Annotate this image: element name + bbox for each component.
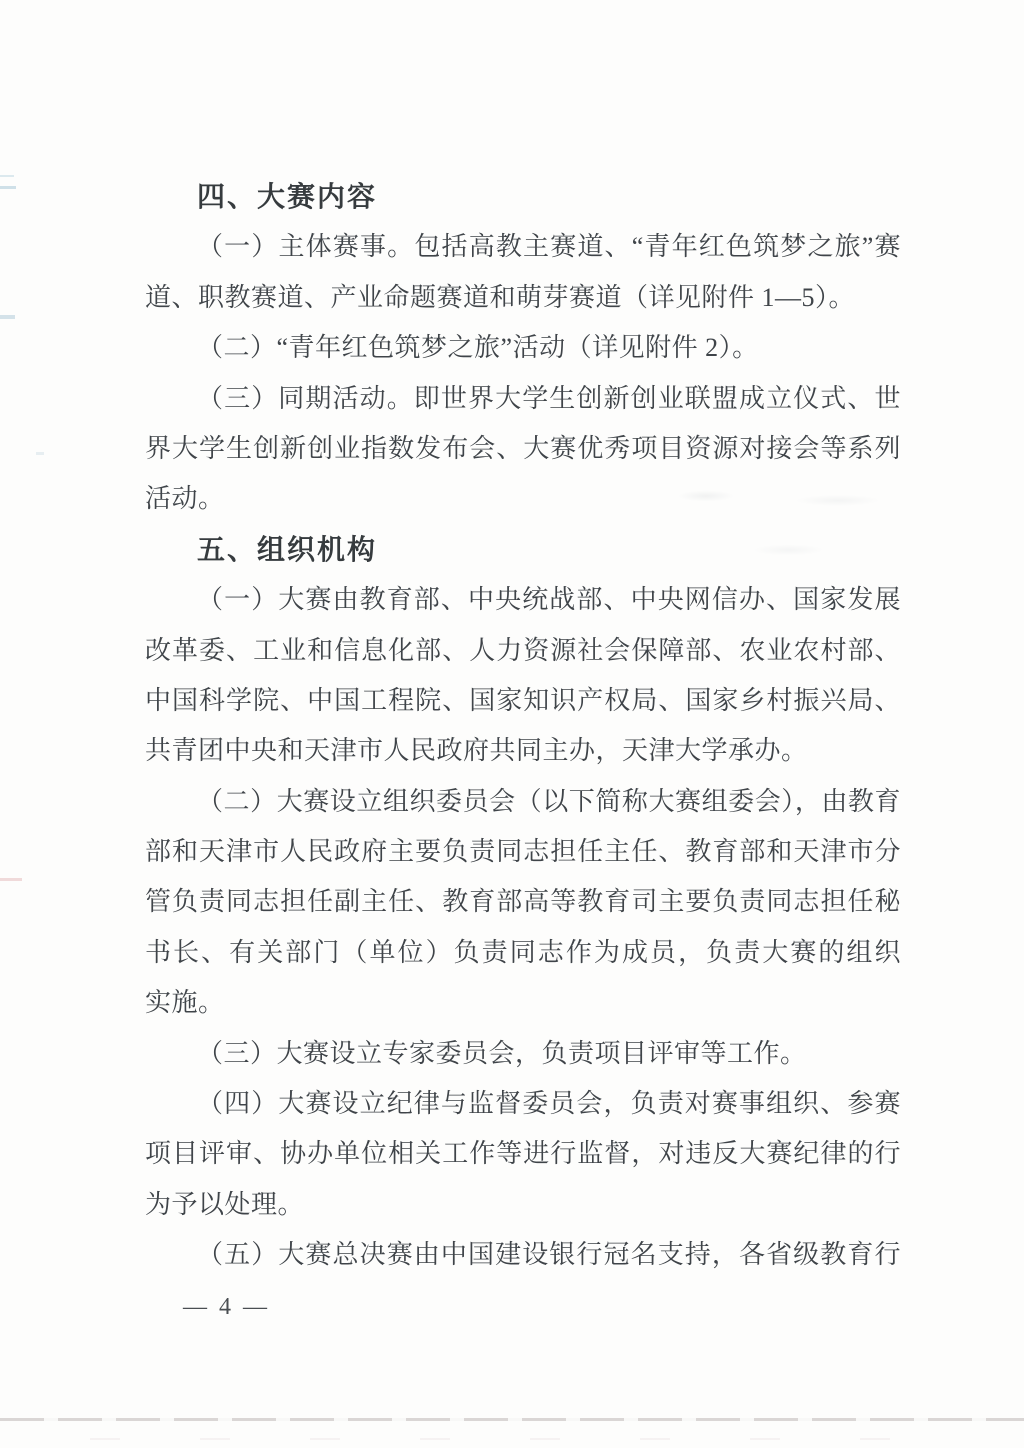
scan-artifact-line — [0, 186, 16, 189]
scan-artifact-line — [0, 175, 14, 177]
scan-artifact-line — [0, 315, 15, 319]
text-line: 共青团中央和天津市人民政府共同主办，天津大学承办。 — [145, 736, 808, 766]
text-line: 四、大赛内容 — [197, 181, 378, 212]
page-number: — 4 — — [183, 1294, 270, 1320]
text-line: （三）同期活动。即世界大学生创新创业联盟成立仪式、世 — [197, 383, 901, 413]
text-line: 为予以处理。 — [145, 1189, 305, 1219]
document-body — [145, 172, 901, 1281]
text-line: 实施。 — [145, 988, 225, 1018]
text-line: （一）大赛由教育部、中央统战部、中央网信办、国家发展 — [197, 585, 901, 615]
text-line: 书长、有关部门（单位）负责同志作为成员，负责大赛的组织 — [145, 937, 901, 967]
text-line: 道、职教赛道、产业命题赛道和萌芽赛道（详见附件 1—5）。 — [145, 282, 856, 312]
page-footer — [183, 1292, 270, 1322]
text-line: （二）大赛设立组织委员会（以下简称大赛组委会），由教育 — [197, 786, 901, 816]
text-line: 改革委、工业和信息化部、人力资源社会保障部、农业农村部、 — [145, 635, 901, 665]
text-line: （三）大赛设立专家委员会，负责项目评审等工作。 — [197, 1038, 807, 1068]
text-line: （四）大赛设立纪律与监督委员会，负责对赛事组织、参赛 — [197, 1089, 901, 1119]
text-line: （一）主体赛事。包括高教主赛道、“青年红色筑梦之旅”赛 — [197, 232, 901, 262]
scan-noise-line-faint — [90, 1438, 960, 1440]
scan-noise-line — [0, 1418, 1024, 1421]
text-line: 活动。 — [145, 484, 225, 514]
text-line: （五）大赛总决赛由中国建设银行冠名支持，各省级教育行 — [197, 1240, 901, 1270]
text-line: 界大学生创新创业指数发布会、大赛优秀项目资源对接会等系列 — [145, 433, 901, 463]
text-line: 五、组织机构 — [197, 533, 378, 565]
text-line: 项目评审、协办单位相关工作等进行监督，对违反大赛纪律的行 — [145, 1139, 901, 1169]
text-line: 部和天津市人民政府主要负责同志担任主任、教育部和天津市分 — [145, 837, 901, 867]
text-line: （二）“青年红色筑梦之旅”活动（详见附件 2）。 — [197, 333, 759, 363]
text-line: 管负责同志担任副主任、教育部高等教育司主要负责同志担任秘 — [145, 887, 901, 917]
scan-artifact-line — [0, 878, 22, 881]
scan-artifact-smudge — [36, 452, 44, 455]
text-line: 中国科学院、中国工程院、国家知识产权局、国家乡村振兴局、 — [145, 685, 901, 715]
